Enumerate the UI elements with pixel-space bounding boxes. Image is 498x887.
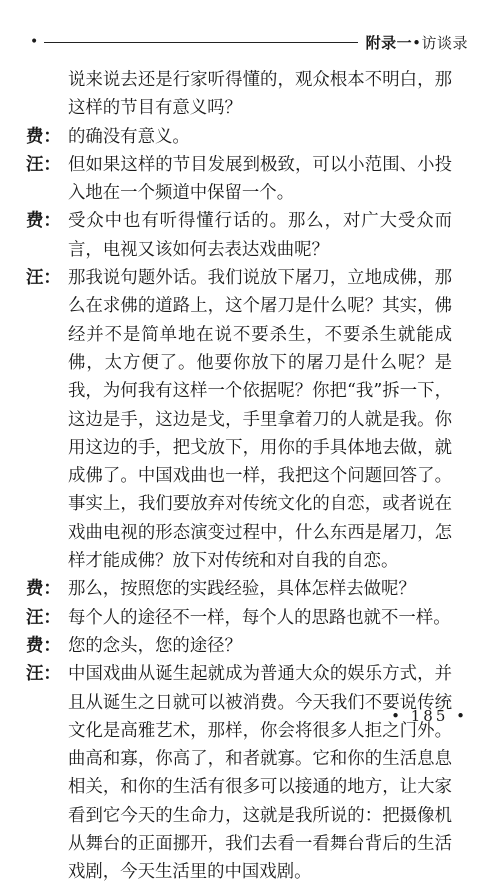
paragraph-fei bbox=[26, 207, 452, 264]
paragraph-text: 但如果这样的节目发展到极致，可以小范围、小投入地在一个频道中保留一个。 bbox=[68, 154, 452, 204]
speaker-label: 费： bbox=[26, 126, 61, 147]
paragraph-wang bbox=[26, 264, 452, 575]
header-bullet: • bbox=[30, 34, 39, 50]
interview-body bbox=[26, 66, 452, 887]
paragraph-fei bbox=[26, 575, 452, 603]
speaker-label: 费： bbox=[26, 635, 61, 656]
header-subtitle: 访谈录 bbox=[421, 33, 468, 52]
paragraph-text: 那么，按照您的实践经验，具体怎样去做呢？ bbox=[68, 579, 416, 600]
paragraph-continuation bbox=[26, 66, 452, 123]
speaker-label: 汪： bbox=[26, 664, 61, 685]
header-separator: • bbox=[412, 33, 422, 52]
speaker-label: 费： bbox=[26, 211, 61, 232]
paragraph-text: 受众中也有听得懂行话的。那么，对广大受众而言，电视又该如何去表达戏曲呢？ bbox=[68, 211, 452, 260]
paragraph-text: 说来说去还是行家听得懂的，观众根本不明白，那这样的节目有意义吗？ bbox=[68, 70, 452, 119]
paragraph-text: 那我说句题外话。我们说放下屠刀，立地成佛，那么在求佛的道路上，这个屠刀是什么呢？其实，佛经并不是简单地在说不要杀生，不要杀生就能成佛，太方便了。他要你放下的屠刀是什么呢？是我，为何我有这样一个依据呢？你把“我”拆一下，这边是手，这边是戈，手里拿着刀的人就是我。你用这边的手，把戈放下，用你的手具体地去做，就成佛了。中国戏曲也一样，我把这个问题回答了。事实上，我们要放弃对传统文化的自恋，或者说在戏曲电视的形态演变过程中，什么东西是屠刀，怎样才能成佛？放下对传统和对自我的自恋。 bbox=[68, 268, 452, 572]
paragraph-text: 您的念头，您的途径？ bbox=[68, 635, 242, 656]
paragraph-text: 每个人的途径不一样，每个人的思路也就不一样。 bbox=[68, 607, 451, 628]
speaker-label: 汪： bbox=[26, 154, 61, 175]
speaker-label: 费： bbox=[26, 579, 61, 600]
paragraph-wang bbox=[26, 151, 452, 208]
header-rule bbox=[44, 42, 357, 43]
paragraph-text: 中国戏曲从诞生起就成为普通大众的娱乐方式，并且从诞生之日就可以被消费。今天我们不要说传统文化是高雅艺术，那样，你会将很多人拒之门外。曲高和寡，你高了，和者就寡。它和你的生活息息相关，和你的生活有很多可以接通的地方，让大家看到它今天的生命力，这就是我所说的：把摄像机从舞台的正面挪开，我们去看一看舞台背后的生活戏剧，今天生活里的中国戏剧。 bbox=[68, 664, 452, 883]
paragraph-wang bbox=[26, 604, 452, 632]
running-header bbox=[30, 30, 468, 54]
paragraph-fei bbox=[26, 123, 452, 151]
paragraph-wang bbox=[26, 660, 452, 886]
paragraph-text: 的确没有意义。 bbox=[68, 126, 190, 147]
paragraph-fei bbox=[26, 632, 452, 660]
header-section: 附录一 bbox=[365, 33, 413, 52]
speaker-label: 汪： bbox=[26, 268, 61, 289]
page-number: • 185 • bbox=[391, 707, 468, 725]
speaker-label: 汪： bbox=[26, 607, 61, 628]
header-title bbox=[366, 32, 468, 53]
